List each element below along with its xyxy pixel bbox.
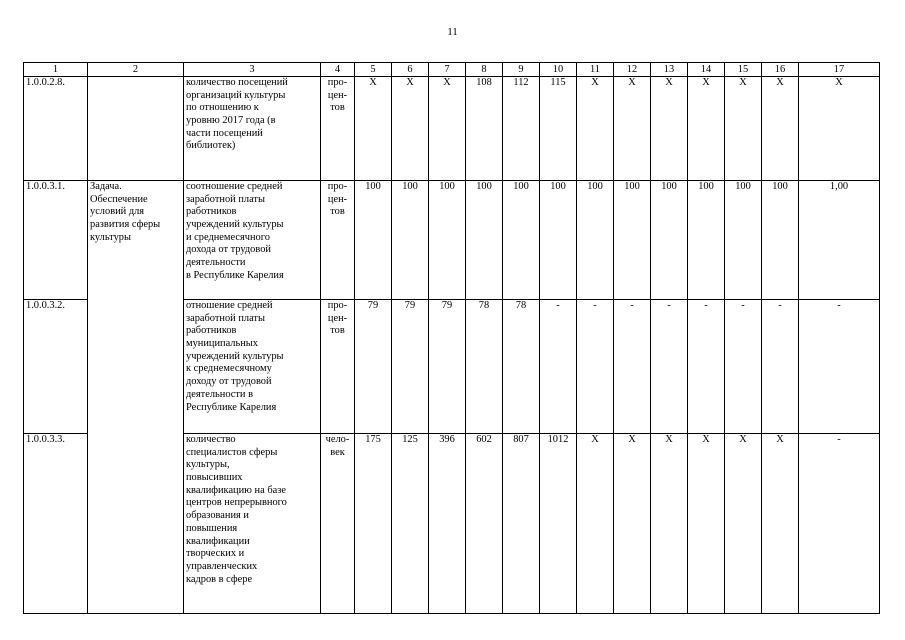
row-code: 1.0.0.3.1. — [24, 181, 88, 300]
row-code: 1.0.0.3.3. — [24, 434, 88, 614]
header-row — [24, 63, 880, 77]
task-cell — [88, 77, 184, 181]
indicator-name: соотношение средней заработной платы работников учреждений культуры и среднемесячного дохода от трудовой деятельности в Республике Карелия — [184, 181, 321, 300]
value-cell: - — [688, 300, 725, 434]
value-cell: 100 — [577, 181, 614, 300]
value-cell-last: - — [799, 300, 880, 434]
value-cell: X — [429, 77, 466, 181]
row-code: 1.0.0.2.8. — [24, 77, 88, 181]
page-number: 11 — [447, 26, 458, 38]
header-cell: 14 — [688, 63, 725, 77]
value-cell: X — [614, 434, 651, 614]
value-cell: - — [762, 300, 799, 434]
indicator-name: количество специалистов сферы культуры, повысивших квалификацию на базе центров непрерывного образования и повышения квалификации творческих и управленческих кадров в сфере — [184, 434, 321, 614]
header-cell: 11 — [577, 63, 614, 77]
value-cell: X — [577, 77, 614, 181]
value-cell: X — [688, 77, 725, 181]
value-cell: X — [392, 77, 429, 181]
header-cell: 6 — [392, 63, 429, 77]
value-cell: X — [762, 77, 799, 181]
value-cell: 100 — [392, 181, 429, 300]
value-cell: 100 — [429, 181, 466, 300]
value-cell: 100 — [355, 181, 392, 300]
value-cell: 100 — [688, 181, 725, 300]
value-cell: 115 — [540, 77, 577, 181]
value-cell: 108 — [466, 77, 503, 181]
value-cell-last: - — [799, 434, 880, 614]
value-cell: - — [540, 300, 577, 434]
row-code: 1.0.0.3.2. — [24, 300, 88, 434]
task-cell: Задача. Обеспечение условий для развития сферы культуры — [88, 181, 184, 614]
value-cell: 1012 — [540, 434, 577, 614]
unit-cell: про- цен- тов — [321, 181, 355, 300]
value-cell: 125 — [392, 434, 429, 614]
value-cell: - — [614, 300, 651, 434]
value-cell: X — [762, 434, 799, 614]
table-row — [24, 181, 880, 300]
header-cell: 12 — [614, 63, 651, 77]
header-cell: 10 — [540, 63, 577, 77]
value-cell: X — [725, 77, 762, 181]
value-cell: X — [725, 434, 762, 614]
value-cell: 602 — [466, 434, 503, 614]
indicator-name: отношение средней заработной платы работников муниципальных учреждений культуры к среднемесячному доходу от трудовой деятельности в Республике Карелия — [184, 300, 321, 434]
value-cell: X — [651, 434, 688, 614]
header-cell: 15 — [725, 63, 762, 77]
value-cell: 807 — [503, 434, 540, 614]
indicators-table — [23, 62, 880, 614]
value-cell-last: X — [799, 77, 880, 181]
value-cell: 100 — [614, 181, 651, 300]
value-cell: X — [355, 77, 392, 181]
value-cell: 100 — [762, 181, 799, 300]
value-cell: 78 — [466, 300, 503, 434]
value-cell: 100 — [503, 181, 540, 300]
value-cell: 79 — [392, 300, 429, 434]
header-cell: 1 — [24, 63, 88, 77]
value-cell: 100 — [466, 181, 503, 300]
value-cell: 112 — [503, 77, 540, 181]
value-cell: X — [688, 434, 725, 614]
header-cell: 8 — [466, 63, 503, 77]
value-cell: 100 — [540, 181, 577, 300]
value-cell: 396 — [429, 434, 466, 614]
value-cell: 175 — [355, 434, 392, 614]
unit-cell: про- цен- тов — [321, 77, 355, 181]
value-cell: - — [651, 300, 688, 434]
value-cell: - — [577, 300, 614, 434]
unit-cell: про- цен- тов — [321, 300, 355, 434]
value-cell: 79 — [429, 300, 466, 434]
value-cell: 100 — [725, 181, 762, 300]
value-cell: X — [651, 77, 688, 181]
table-row — [24, 77, 880, 181]
value-cell-last: 1,00 — [799, 181, 880, 300]
value-cell: 100 — [651, 181, 688, 300]
value-cell: 78 — [503, 300, 540, 434]
header-cell: 3 — [184, 63, 321, 77]
indicator-name: количество посещений организаций культуры по отношению к уровню 2017 года (в части посещений библиотек) — [184, 77, 321, 181]
value-cell: X — [577, 434, 614, 614]
header-cell: 7 — [429, 63, 466, 77]
header-cell: 2 — [88, 63, 184, 77]
value-cell: X — [614, 77, 651, 181]
unit-cell: чело- век — [321, 434, 355, 614]
header-cell: 5 — [355, 63, 392, 77]
header-cell: 4 — [321, 63, 355, 77]
value-cell: 79 — [355, 300, 392, 434]
value-cell: - — [725, 300, 762, 434]
header-cell: 9 — [503, 63, 540, 77]
header-cell: 16 — [762, 63, 799, 77]
header-cell: 13 — [651, 63, 688, 77]
header-cell: 17 — [799, 63, 880, 77]
